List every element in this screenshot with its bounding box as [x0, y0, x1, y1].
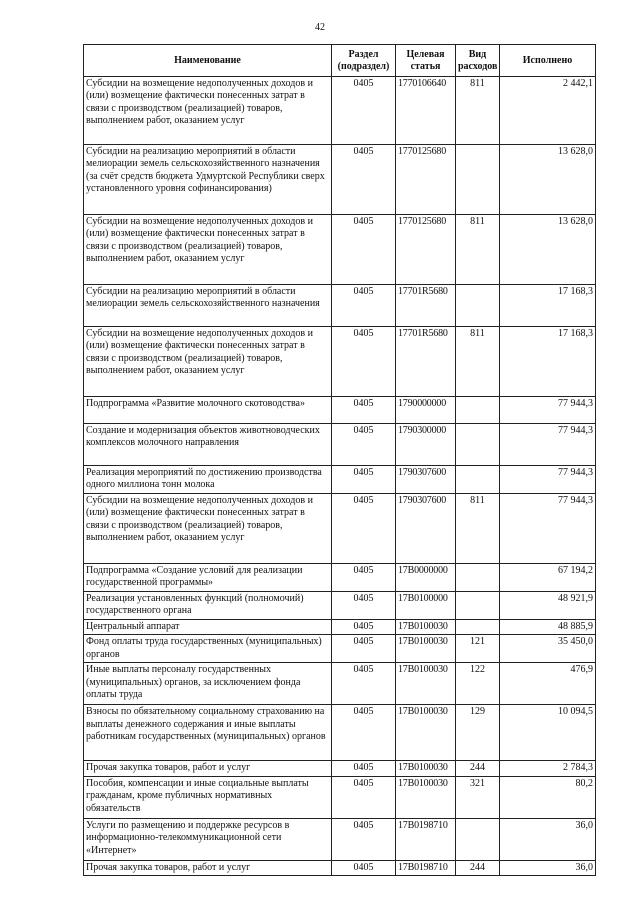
cell-item: 17701R5680 [396, 327, 456, 397]
cell-done: 36,0 [500, 860, 596, 875]
cell-name: Реализация мероприятий по достижению производства одного миллиона тонн молока [84, 466, 332, 494]
table-row [84, 818, 596, 860]
cell-item: 17В0198710 [396, 860, 456, 875]
table-row [84, 397, 596, 424]
cell-item: 1770106640 [396, 77, 456, 145]
cell-done: 80,2 [500, 776, 596, 818]
cell-name: Субсидии на возмещение недополученных доходов и (или) возмещение фактически понесенных затрат в связи с производством (реализацией) товаров, выполнением работ, оказанием услуг [84, 494, 332, 564]
cell-section: 0405 [332, 145, 396, 215]
cell-done: 17 168,3 [500, 285, 596, 327]
table-row [84, 635, 596, 663]
page-number: 42 [315, 22, 325, 33]
cell-section: 0405 [332, 327, 396, 397]
cell-kind [456, 285, 500, 327]
cell-done: 13 628,0 [500, 145, 596, 215]
cell-name: Иные выплаты персоналу государственных (муниципальных) органов, за исключением фонда оплаты труда [84, 663, 332, 705]
cell-name: Создание и модернизация объектов животноводческих комплексов молочного направления [84, 424, 332, 466]
cell-item: 17701R5680 [396, 285, 456, 327]
cell-kind: 811 [456, 77, 500, 145]
cell-done: 476,9 [500, 663, 596, 705]
cell-item: 1790300000 [396, 424, 456, 466]
cell-item: 1790307600 [396, 466, 456, 494]
cell-name: Услуги по размещению и поддержке ресурсов в информационно-телекоммуникационной сети «Интернет» [84, 818, 332, 860]
cell-done: 13 628,0 [500, 215, 596, 285]
table-row [84, 663, 596, 705]
table-row [84, 215, 596, 285]
header-section: Раздел (подраздел) [332, 45, 396, 77]
cell-name: Прочая закупка товаров, работ и услуг [84, 860, 332, 875]
header-row [84, 45, 596, 77]
cell-done: 67 194,2 [500, 564, 596, 592]
cell-section: 0405 [332, 776, 396, 818]
cell-done: 35 450,0 [500, 635, 596, 663]
cell-kind [456, 620, 500, 635]
cell-kind: 811 [456, 327, 500, 397]
table-row [84, 860, 596, 875]
header-kind: Вид расходов [456, 45, 500, 77]
cell-section: 0405 [332, 620, 396, 635]
cell-section: 0405 [332, 397, 396, 424]
cell-section: 0405 [332, 592, 396, 620]
cell-section: 0405 [332, 818, 396, 860]
cell-section: 0405 [332, 705, 396, 761]
cell-section: 0405 [332, 761, 396, 776]
cell-section: 0405 [332, 77, 396, 145]
cell-done: 10 094,5 [500, 705, 596, 761]
table-body [84, 77, 596, 876]
cell-done: 77 944,3 [500, 494, 596, 564]
cell-name: Субсидии на возмещение недополученных доходов и (или) возмещение фактически понесенных затрат в связи с производством (реализацией) товаров, выполнением работ, оказанием услуг [84, 215, 332, 285]
header-done: Исполнено [500, 45, 596, 77]
cell-section: 0405 [332, 285, 396, 327]
cell-item: 17В0198710 [396, 818, 456, 860]
cell-item: 17В0100030 [396, 705, 456, 761]
table-row [84, 424, 596, 466]
cell-done: 77 944,3 [500, 397, 596, 424]
cell-done: 77 944,3 [500, 424, 596, 466]
cell-section: 0405 [332, 215, 396, 285]
table-row [84, 77, 596, 145]
cell-item: 1790307600 [396, 494, 456, 564]
cell-item: 17В0100030 [396, 761, 456, 776]
cell-name: Субсидии на возмещение недополученных доходов и (или) возмещение фактически понесенных затрат в связи с производством (реализацией) товаров, выполнением работ, оказанием услуг [84, 77, 332, 145]
table-row [84, 592, 596, 620]
table-row [84, 620, 596, 635]
cell-kind [456, 397, 500, 424]
cell-done: 48 921,9 [500, 592, 596, 620]
cell-kind [456, 818, 500, 860]
cell-done: 36,0 [500, 818, 596, 860]
cell-item: 17В0100030 [396, 620, 456, 635]
budget-table [83, 44, 596, 876]
cell-kind: 321 [456, 776, 500, 818]
cell-done: 77 944,3 [500, 466, 596, 494]
cell-name: Взносы по обязательному социальному страхованию на выплаты денежного содержания и иные выплаты работникам государственных (муниципальных) органов [84, 705, 332, 761]
table-row [84, 564, 596, 592]
cell-kind: 811 [456, 494, 500, 564]
cell-section: 0405 [332, 564, 396, 592]
cell-item: 17В0100030 [396, 663, 456, 705]
cell-kind: 129 [456, 705, 500, 761]
cell-section: 0405 [332, 860, 396, 875]
cell-done: 2 784,3 [500, 761, 596, 776]
cell-name: Субсидии на реализацию мероприятий в области мелиорации земель сельскохозяйственного назначения [84, 285, 332, 327]
table-row [84, 776, 596, 818]
table-row [84, 327, 596, 397]
cell-name: Центральный аппарат [84, 620, 332, 635]
cell-section: 0405 [332, 494, 396, 564]
cell-kind: 811 [456, 215, 500, 285]
cell-kind [456, 424, 500, 466]
cell-section: 0405 [332, 424, 396, 466]
table-row [84, 761, 596, 776]
cell-done: 2 442,1 [500, 77, 596, 145]
cell-kind: 122 [456, 663, 500, 705]
table-row [84, 494, 596, 564]
cell-kind [456, 145, 500, 215]
cell-name: Фонд оплаты труда государственных (муниципальных) органов [84, 635, 332, 663]
cell-item: 1790000000 [396, 397, 456, 424]
cell-item: 17В0100030 [396, 635, 456, 663]
cell-name: Подпрограмма «Развитие молочного скотоводства» [84, 397, 332, 424]
table-row [84, 705, 596, 761]
cell-item: 17В0100000 [396, 592, 456, 620]
cell-kind [456, 592, 500, 620]
cell-item: 1770125680 [396, 215, 456, 285]
cell-done: 48 885,9 [500, 620, 596, 635]
cell-name: Подпрограмма «Создание условий для реализации государственной программы» [84, 564, 332, 592]
cell-item: 17В0000000 [396, 564, 456, 592]
cell-kind: 121 [456, 635, 500, 663]
cell-kind: 244 [456, 761, 500, 776]
table-row [84, 145, 596, 215]
cell-item: 1770125680 [396, 145, 456, 215]
cell-kind: 244 [456, 860, 500, 875]
cell-name: Субсидии на реализацию мероприятий в области мелиорации земель сельскохозяйственного назначения (за счёт средств бюджета Удмуртской Республики сверх установленного уровня софинансирования) [84, 145, 332, 215]
cell-name: Прочая закупка товаров, работ и услуг [84, 761, 332, 776]
cell-item: 17В0100030 [396, 776, 456, 818]
cell-section: 0405 [332, 635, 396, 663]
cell-kind [456, 466, 500, 494]
header-name: Наименование [84, 45, 332, 77]
cell-kind [456, 564, 500, 592]
table-row [84, 285, 596, 327]
cell-section: 0405 [332, 466, 396, 494]
cell-name: Пособия, компенсации и иные социальные выплаты гражданам, кроме публичных нормативных обязательств [84, 776, 332, 818]
cell-name: Реализация установленных функций (полномочий) государственного органа [84, 592, 332, 620]
cell-name: Субсидии на возмещение недополученных доходов и (или) возмещение фактически понесенных затрат в связи с производством (реализацией) товаров, выполнением работ, оказанием услуг [84, 327, 332, 397]
table-row [84, 466, 596, 494]
header-item: Целевая статья [396, 45, 456, 77]
cell-done: 17 168,3 [500, 327, 596, 397]
cell-section: 0405 [332, 663, 396, 705]
